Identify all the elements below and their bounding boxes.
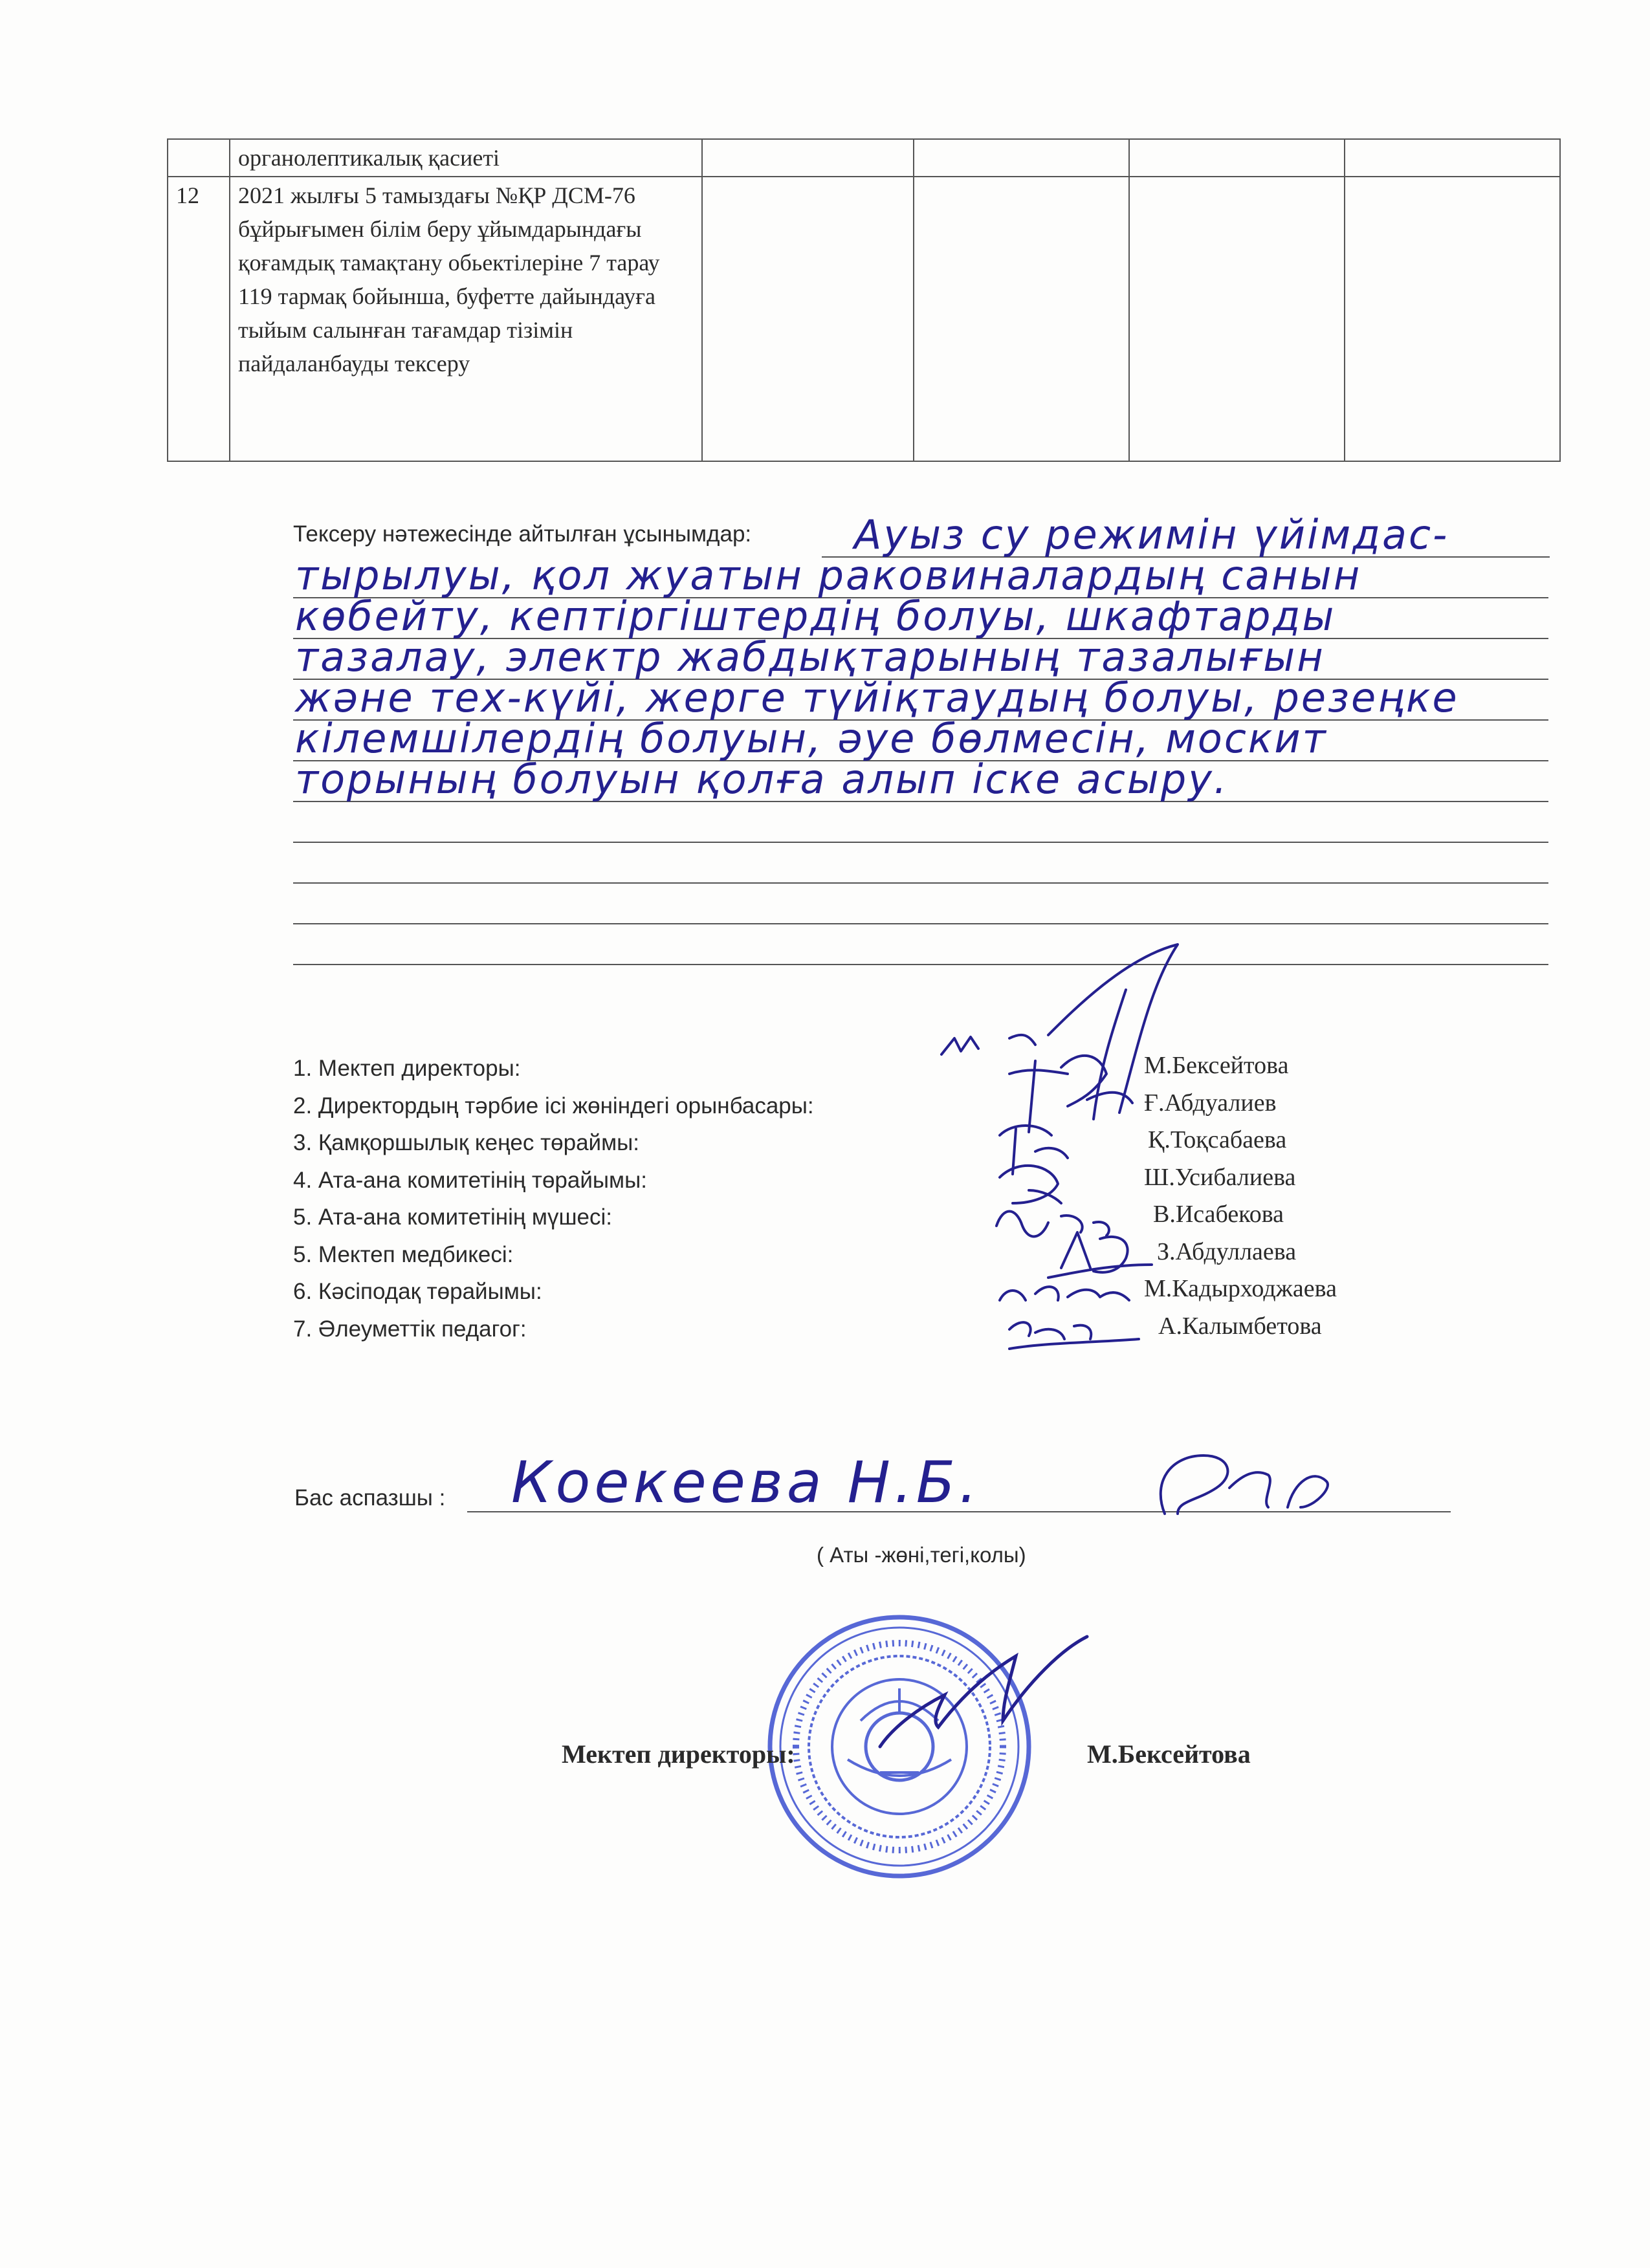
signatory-name: Ғ.Абдуалиев <box>1144 1089 1277 1117</box>
signatory-name: М.Кадырходжаева <box>1144 1275 1337 1302</box>
signatory-name: Ш.Усибалиева <box>1144 1163 1296 1191</box>
signatory-name: В.Исабекова <box>1153 1201 1284 1228</box>
signature-director <box>941 944 1178 1119</box>
signatory-role: 5. Ата-ана комитетінің мүшесі: <box>293 1205 613 1230</box>
signatory-name: М.Бексейтова <box>1144 1052 1289 1079</box>
recommendations-label: Тексеру нәтежесінде айтылған ұсынымдар: <box>293 521 752 547</box>
chef-label: Бас аспазшы : <box>294 1485 446 1510</box>
handwritten-recommendation: тырылуы, қол жуатын раковиналардың санын <box>295 552 1362 599</box>
footer-name: М.Бексейтова <box>1087 1739 1251 1769</box>
row-text: органолептикалық қасиеті <box>230 139 702 177</box>
signature-committee-chair <box>1000 1166 1061 1203</box>
signature-deputy <box>1009 1056 1132 1132</box>
signature-social-teacher <box>1009 1322 1139 1349</box>
row-number: 12 <box>168 177 230 461</box>
signatory-name: З.Абдуллаева <box>1157 1238 1297 1265</box>
school-stamp <box>770 1617 1029 1876</box>
signatory-role: 3. Қамқоршылық кеңес төраймы: <box>293 1130 640 1155</box>
handwritten-recommendation: кілемшілердің болуын, әуе бөлмесін, москит <box>295 715 1328 762</box>
signature-director-final <box>880 1637 1087 1747</box>
handwritten-recommendation: тазалау, электр жабдықтарының тазалығын <box>295 633 1325 681</box>
signatory-role: 2. Директордың тәрбие ісі жөніндегі орынбасары: <box>293 1093 814 1118</box>
chef-caption: ( Аты -жөні,тегі,колы) <box>817 1543 1026 1567</box>
signature-union-chair <box>1000 1287 1129 1300</box>
handwritten-recommendation: және тех-күйі, жерге түйіқтаудың болуы, резеңке <box>295 674 1459 721</box>
footer-role: Мектеп директоры: <box>562 1739 795 1769</box>
signatory-role: 6. Кәсіподақ төрайымы: <box>293 1279 542 1304</box>
handwritten-recommendation: Ауыз су режимін үйімдас- <box>854 511 1449 558</box>
row-text: 2021 жылғы 5 тамыздағы №ҚР ДСМ-76 бұйрығымен білім беру ұйымдарындағы қоғамдық тамақтану обьектілеріне 7 тарау 119 тармақ бойынша, буфетте дайындауға тыйым салынған тағамдар тізімін пайдаланбауды тексеру <box>230 177 702 461</box>
signatory-role: 1. Мектеп директоры: <box>293 1056 521 1081</box>
signatory-name: А.Калымбетова <box>1158 1312 1322 1340</box>
signature-nurse <box>1048 1232 1152 1278</box>
handwritten-recommendation: көбейту, кептіргіштердің болуы, шкафтарды <box>295 593 1336 640</box>
signature-chef <box>1161 1456 1328 1514</box>
signatory-role: 7. Әлеуметтік педагог: <box>293 1316 527 1342</box>
signatory-role: 4. Ата-ана комитетінің төрайымы: <box>293 1167 647 1193</box>
signature-committee-member <box>996 1212 1109 1237</box>
signatory-name: Қ.Тоқсабаева <box>1148 1126 1287 1153</box>
handwritten-recommendation: торының болуын қолға алып іске асыру. <box>295 756 1229 803</box>
chef-handwritten-name: Коекеева Н.Б. <box>511 1449 982 1516</box>
signatory-role: 5. Мектеп медбикесі: <box>293 1241 514 1267</box>
